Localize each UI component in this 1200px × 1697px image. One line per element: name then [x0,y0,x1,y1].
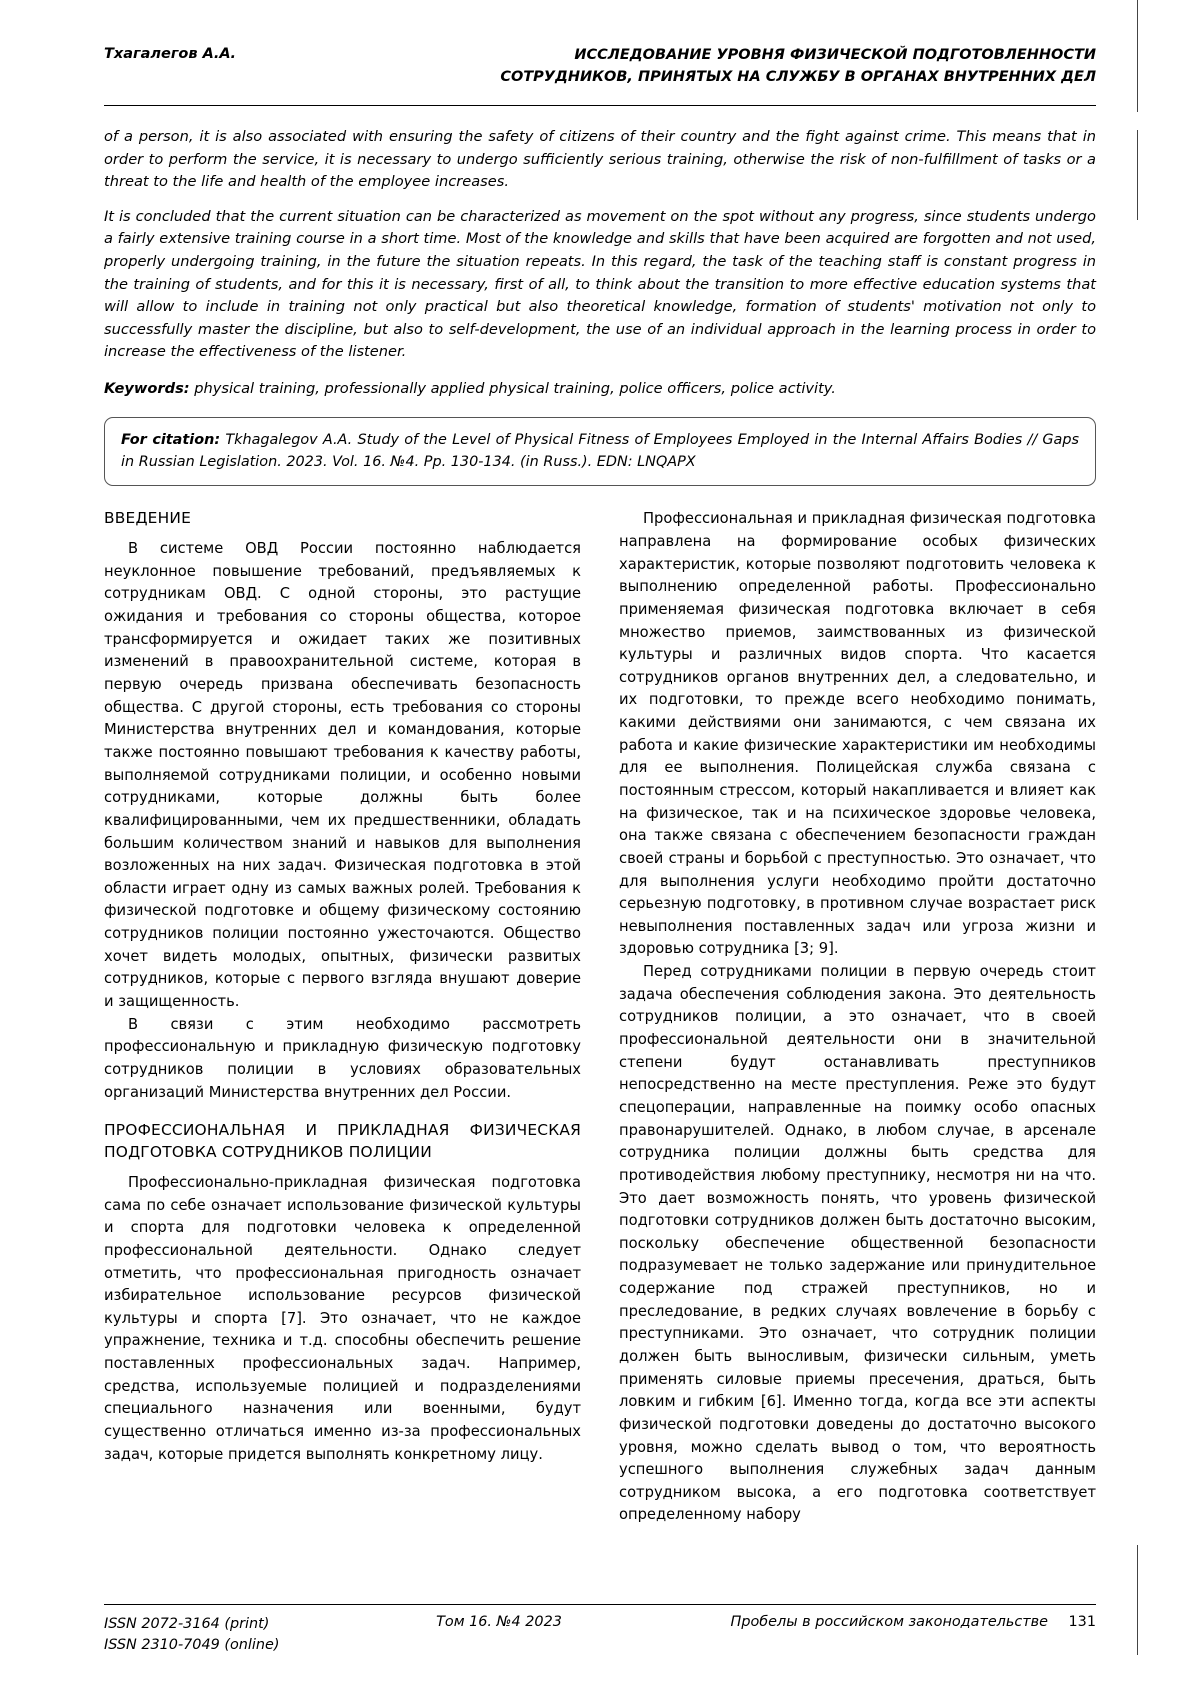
abstract-paragraph-2: It is concluded that the current situation can be characterized as movement on the spot without any progress, since students undergo a fairly extensive training course in a short time. Most of the knowledge and skills that have been acquired are forgotten and not used, properly undergoing training, in the future the situation repeats. In this regard, the task of the teaching staff is constant progress in the training of students, and for this it is necessary, first of all, to think about the transition to more effective education systems that will allow to include in training not only practical but also theoretical knowledge, formation of students' motivation not only to successfully master the discipline, but also to self-development, the use of an individual approach in the learning process in order to increase the effectiveness of the listener. [104,207,1096,361]
keywords-line [104,378,1096,401]
abstract-block [104,126,1096,364]
left-paragraph-1: В системе ОВД России постоянно наблюдается неуклонное повышение требований, предъявляемых к сотрудникам ОВД. С одной стороны, это растущие ожидания и требования со стороны общества, которое трансформируется и ожидает таких же позитивных изменений в правоохранительной системе, которая в первую очередь призвана обеспечивать безопасность общества. С другой стороны, есть требования со стороны Министерства внутренних дел и командования, которые также постоянно повышают требования к качеству работы, выполняемой сотрудниками полиции, и особенно новыми сотрудниками, которые должны быть более квалифицированными, чем их предшественники, обладать большим количеством знаний и навыков для выполнения возложенных на них задач. Физическая подготовка в этой области играет одну из самых важных ролей. Требования к физической подготовке и общему физическому состоянию сотрудников полиции постоянно ужесточаются. Общество хочет видеть молодых, опытных, физически развитых сотрудников, которые с первого взгляда внушают доверие и защищенность. [104,540,581,1010]
page-number: 131 [1068,1613,1096,1630]
citation-text: Tkhagalegov A.A. Study of the Level of Physical Fitness of Employees Employed in the Internal Affairs Bodies // Gaps in Russian Legislation. 2023. Vol. 16. №4. Pp. 130-134. (in Russ.). EDN: LNQAPX [121,431,1079,470]
page-footer [104,1614,1096,1657]
footer-journal-title: Пробелы в российском законодательстве [730,1613,1048,1630]
trim-mark-bottom [1137,1545,1138,1655]
section-heading-professional-training: ПРОФЕССИОНАЛЬНАЯ И ПРИКЛАДНАЯ ФИЗИЧЕСКАЯ ПОДГОТОВКА СОТРУДНИКОВ ПОЛИЦИИ [104,1121,581,1162]
right-paragraph-2: Перед сотрудниками полиции в первую очередь стоит задача обеспечения соблюдения закона. Это деятельность сотрудников полиции, а это означает, что в своей профессиональной деятельности они в значительной степени будут останавливать преступников непосредственно на месте преступления. Реже это будут спецоперации, направленные на поимку особо опасных правонарушителей. Однако, в любом случае, в арсенале сотрудника полиции должны быть средства для противодействия любому преступнику, несмотря ни на что. Это дает возможность понять, что уровень физической подготовки сотрудников должен быть достаточно высоким, поскольку обеспечение общественной безопасности подразумевает не только задержание или принудительное содержание под стражей преступников, но и преследование, в редких случаях вовлечение в борьбу с преступниками. Это означает, что сотрудник полиции должен быть выносливым, физически сильным, уметь применять силовые приемы пресечения, драться, быть ловким и гибким [6]. Именно тогда, когда все эти аспекты физической подготовки доведены до достаточно высокого уровня, можно сделать вывод о том, что вероятность успешного выполнения служебных задач данным сотрудником высока, а его подготовка соответствует определенному набору [619,963,1096,1524]
body-columns [104,508,1096,1527]
running-head-title-line1: ИССЛЕДОВАНИЕ УРОВНЯ ФИЗИЧЕСКОЙ ПОДГОТОВЛЕННОСТИ [574,47,1096,63]
issn-online: ISSN 2310-7049 (online) [104,1637,280,1654]
footer-volume: Том 16. №4 2023 [436,1613,562,1630]
running-head [104,44,1096,99]
running-head-title [500,44,1096,89]
section-heading-introduction: ВВЕДЕНИЕ [104,509,191,528]
running-head-author: Тхагалегов А.А. [104,46,237,62]
keywords-text: physical training, professionally applied physical training, police officers, police activity. [189,380,836,398]
citation-label: For citation: [121,431,221,448]
left-paragraph-2: В связи с этим необходимо рассмотреть профессиональную и прикладную физическую подготовку сотрудников полиции в условиях образовательных организаций Министерства внутренних дел России. [104,1015,581,1101]
abstract-paragraph-1: of a person, it is also associated with ensuring the safety of citizens of their country and the fight against crime. This means that in order to perform the service, it is necessary to undergo sufficiently serious training, otherwise the risk of non-fulfillment of tasks or a threat to the life and health of the employee increases. [104,127,1096,191]
citation-box [104,417,1096,487]
trim-mark-middle [1137,130,1138,220]
issn-print: ISSN 2072-3164 (print) [104,1615,270,1632]
left-paragraph-3: Профессионально-прикладная физическая подготовка сама по себе означает использование физической культуры и спорта для подготовки человека к определенной профессиональной деятельности. Однако следует отметить, что профессиональная пригодность означает избирательное использование ресурсов физической культуры и спорта [7]. Это означает, что не каждое упражнение, техника и т.д. способны обеспечить решение поставленных профессиональных задач. Например, средства, используемые полицией и подразделениями специального назначения или военными, будут существенно отличаться именно из-за профессиональных задач, которые придется выполнять конкретному лицу. [104,1173,581,1463]
right-paragraph-1: Профессиональная и прикладная физическая подготовка направлена на формирование особых физических характеристик, которые позволяют подготовить человека к выполнению определенной работы. Профессионально применяемая физическая подготовка включает в себя множество приемов, заимствованных из физической культуры и различных видов спорта. Что касается сотрудников органов внутренних дел, а следовательно, и их подготовки, то прежде всего необходимо понимать, какими действиями они занимаются, с чем связана их работа и какие физические характеристики им необходимы для ее выполнения. Полицейская служба связана с постоянным стрессом, который накапливается и влияет как на физическое, так и на психическое здоровье человека, она также связана с обеспечением безопасности граждан своей страны и борьбой с преступностью. Это означает, что для выполнения услуги необходимо пройти достаточно серьезную подготовку, в противном случае возрастает риск невыполнения поставленных задач или угроза жизни и здоровью сотрудника [3; 9]. [619,510,1096,958]
column-right [619,508,1096,1527]
running-head-title-line2: СОТРУДНИКОВ, ПРИНЯТЫХ НА СЛУЖБУ В ОРГАНАХ ВНУТРЕННИХ ДЕЛ [500,69,1096,86]
keywords-label: Keywords: [104,380,190,398]
trim-mark-top [1137,0,1138,112]
header-divider [104,105,1096,106]
footer-issn [104,1614,374,1657]
column-left [104,508,581,1527]
footer-divider [104,1604,1096,1605]
